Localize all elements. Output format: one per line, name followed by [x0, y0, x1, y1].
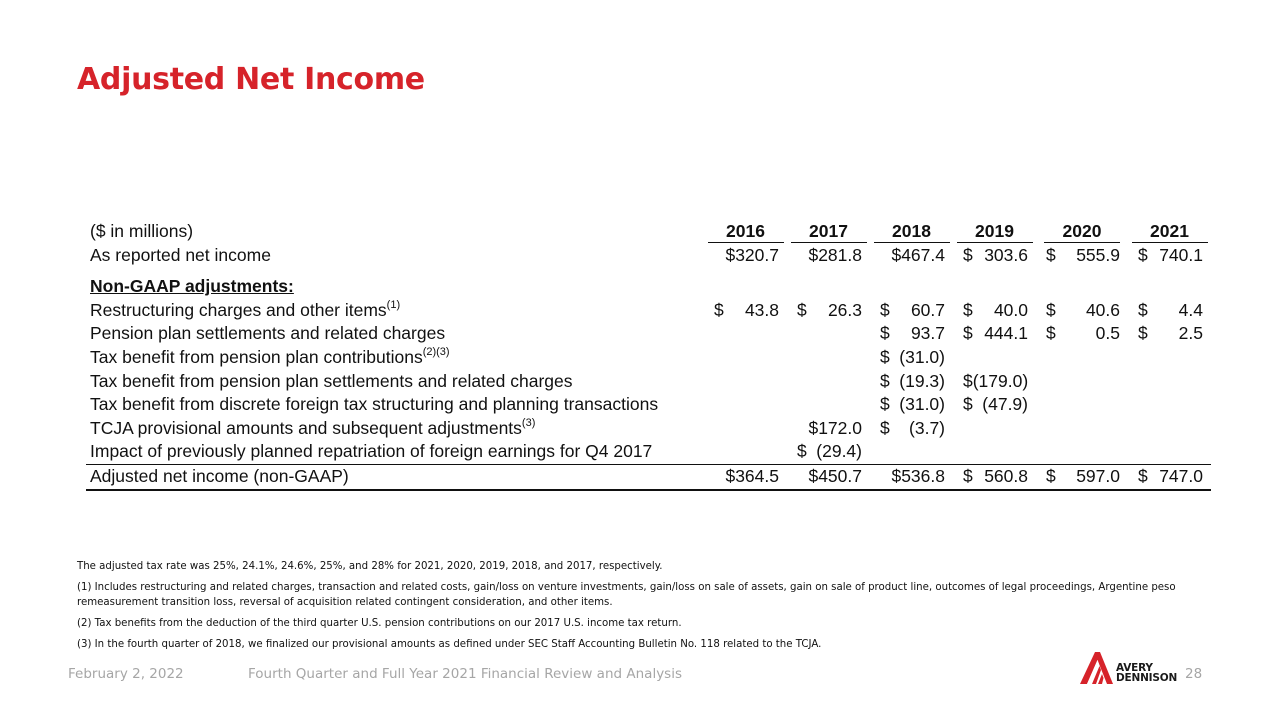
- dollar-sign: $: [797, 441, 807, 462]
- value-cell: [1036, 440, 1128, 464]
- amount: 40.0: [993, 299, 1028, 320]
- row-label: Tax benefit from discrete foreign tax structuring and planning transactions: [90, 394, 659, 415]
- footnote: (1) Includes restructuring and related charges, transaction and related costs, gain/loss on venture investments, gain/loss on sale of assets, gain on sale of product line, outcomes of legal proceedings, Argentine peso remeasurement transition loss, reversal of acquisition related contingent consideration, and other items.: [77, 582, 1176, 608]
- value-cell: [1128, 370, 1211, 394]
- amount: $364.5: [725, 465, 779, 486]
- value-cell: [787, 370, 870, 394]
- value-cell: [787, 299, 870, 323]
- amount: 26.3: [827, 299, 862, 320]
- value-cell: [1036, 299, 1128, 323]
- footnote-ref: (2)(3): [422, 346, 450, 359]
- amount: $172.0: [808, 417, 862, 438]
- value-cell: [787, 244, 870, 268]
- section-heading: Non-GAAP adjustments:: [90, 276, 294, 297]
- value-cell: [953, 370, 1036, 394]
- row-label: As reported net income: [90, 244, 271, 265]
- value-cell: [1036, 370, 1128, 394]
- value-cell: [704, 322, 787, 346]
- amount: 4.4: [1178, 299, 1203, 320]
- value-cell: [704, 346, 787, 370]
- value-cell: [1036, 244, 1128, 268]
- amount: $536.8: [891, 465, 945, 486]
- amount: (29.4): [816, 441, 862, 462]
- footnote: The adjusted tax rate was 25%, 24.1%, 24.6%, 25%, and 28% for 2021, 2020, 2019, 2018, and 2017, respectively.: [77, 561, 663, 572]
- value-cell: [1128, 417, 1211, 441]
- dollar-sign: $: [1138, 465, 1148, 486]
- amount: 40.6: [1085, 299, 1120, 320]
- value-cell: [953, 393, 1036, 417]
- dollar-sign: $: [963, 370, 973, 391]
- value-cell: [1128, 299, 1211, 323]
- value-cell: [1128, 393, 1211, 417]
- logo-line1: AVERY: [1116, 662, 1153, 674]
- amount: 60.7: [910, 299, 945, 320]
- year-header: 2018: [870, 220, 953, 244]
- value-cell: [1128, 244, 1211, 268]
- year-header: 2017: [787, 220, 870, 244]
- dollar-sign: $: [880, 394, 890, 415]
- value-cell: [870, 464, 953, 489]
- table-header-row: [86, 220, 1211, 244]
- dollar-sign: $: [1138, 323, 1148, 344]
- value-cell: [704, 299, 787, 323]
- table-row: [86, 417, 1211, 441]
- value-cell: [953, 440, 1036, 464]
- value-cell: [704, 440, 787, 464]
- value-cell: [704, 464, 787, 489]
- row-label: Restructuring charges and other items$^{(1)}$: [90, 298, 401, 320]
- footnotes: [77, 559, 1207, 658]
- footnote-ref: (1): [386, 298, 401, 311]
- amount: 444.1: [984, 323, 1028, 344]
- page-title: Adjusted Net Income: [77, 62, 425, 97]
- value-cell: [787, 440, 870, 464]
- page-number: 28: [1185, 666, 1203, 682]
- value-cell: [870, 322, 953, 346]
- value-cell: [1128, 322, 1211, 346]
- amount: (31.0): [899, 394, 945, 415]
- dollar-sign: $: [880, 417, 890, 438]
- amount: 303.6: [984, 244, 1028, 265]
- amount: 597.0: [1076, 465, 1120, 486]
- value-cell: [1128, 464, 1211, 489]
- amount: 43.8: [744, 299, 779, 320]
- avery-dennison-logo: [1078, 650, 1182, 686]
- value-cell: [704, 417, 787, 441]
- value-cell: [953, 299, 1036, 323]
- amount: (3.7): [909, 417, 945, 438]
- dollar-sign: $: [797, 299, 807, 320]
- row-label: Tax benefit from pension plan settlements and related charges: [90, 370, 573, 391]
- value-cell: [870, 299, 953, 323]
- amount: 2.5: [1178, 323, 1203, 344]
- amount: 555.9: [1076, 244, 1120, 265]
- amount: (19.3): [899, 370, 945, 391]
- table-row: [86, 346, 1211, 370]
- dollar-sign: $: [963, 299, 973, 320]
- year-header: 2019: [953, 220, 1036, 244]
- footnote-ref: (3): [521, 416, 536, 429]
- dollar-sign: $: [963, 323, 973, 344]
- logo-line2: DENNISON: [1116, 672, 1178, 684]
- table-row: [86, 440, 1211, 464]
- value-cell: [870, 417, 953, 441]
- footer-date: February 2, 2022: [68, 666, 184, 682]
- row-label: TCJA provisional amounts and subsequent adjustments$^{(3)}$: [90, 416, 536, 438]
- year-header: 2020: [1036, 220, 1128, 244]
- value-cell: [1128, 346, 1211, 370]
- value-cell: [1036, 346, 1128, 370]
- dollar-sign: $: [880, 299, 890, 320]
- value-cell: [787, 322, 870, 346]
- value-cell: [787, 417, 870, 441]
- value-cell: [787, 346, 870, 370]
- amount: 93.7: [910, 323, 945, 344]
- value-cell: [704, 393, 787, 417]
- dollar-sign: $: [963, 465, 973, 486]
- amount: (31.0): [899, 346, 945, 367]
- amount: 747.0: [1159, 465, 1203, 486]
- amount: $320.7: [725, 244, 779, 265]
- value-cell: [953, 322, 1036, 346]
- table-row: [86, 322, 1211, 346]
- table-row: [86, 393, 1211, 417]
- row-label: Pension plan settlements and related charges: [90, 323, 446, 344]
- amount: $281.8: [808, 244, 862, 265]
- dollar-sign: $: [880, 370, 890, 391]
- year-header: 2021: [1128, 220, 1211, 244]
- value-cell: [870, 393, 953, 417]
- dollar-sign: $: [1046, 299, 1056, 320]
- dollar-sign: $: [880, 323, 890, 344]
- year-header: 2016: [704, 220, 787, 244]
- value-cell: [870, 370, 953, 394]
- amount: $467.4: [891, 244, 945, 265]
- table-row-total: [86, 464, 1211, 489]
- amount: $450.7: [808, 465, 862, 486]
- value-cell: [870, 440, 953, 464]
- value-cell: [1036, 417, 1128, 441]
- value-cell: [870, 346, 953, 370]
- value-cell: [787, 393, 870, 417]
- dollar-sign: $: [1138, 299, 1148, 320]
- amount: 560.8: [984, 465, 1028, 486]
- footer-deck-title: Fourth Quarter and Full Year 2021 Financial Review and Analysis: [248, 666, 682, 682]
- amount: (47.9): [982, 394, 1028, 415]
- amount: 0.5: [1095, 323, 1120, 344]
- footnote: (3) In the fourth quarter of 2018, we finalized our provisional amounts as defined under SEC Staff Accounting Bulletin No. 118 related to the TCJA.: [77, 639, 822, 650]
- table-row: [86, 370, 1211, 394]
- value-cell: [953, 464, 1036, 489]
- amount: 740.1: [1159, 244, 1203, 265]
- row-label: Impact of previously planned repatriation of foreign earnings for Q4 2017: [90, 441, 653, 462]
- footnote: (2) Tax benefits from the deduction of the third quarter U.S. pension contributions on our 2017 U.S. income tax return.: [77, 618, 682, 629]
- dollar-sign: $: [1046, 244, 1056, 265]
- table-row: [86, 299, 1211, 323]
- value-cell: [953, 346, 1036, 370]
- adjusted-net-income-table: [86, 220, 1211, 491]
- table-row: [86, 275, 1211, 299]
- units-label: ($ in millions): [90, 221, 194, 241]
- dollar-sign: $: [714, 299, 724, 320]
- dollar-sign: $: [1046, 323, 1056, 344]
- dollar-sign: $: [1138, 244, 1148, 265]
- dollar-sign: $: [963, 244, 973, 265]
- value-cell: [953, 417, 1036, 441]
- value-cell: [953, 244, 1036, 268]
- value-cell: [870, 244, 953, 268]
- value-cell: [1128, 440, 1211, 464]
- value-cell: [704, 370, 787, 394]
- dollar-sign: $: [880, 346, 890, 367]
- value-cell: [1036, 393, 1128, 417]
- avery-dennison-logo-mark-icon: [1078, 650, 1114, 686]
- value-cell: [787, 464, 870, 489]
- value-cell: [1036, 464, 1128, 489]
- row-label: Tax benefit from pension plan contributions$^{(2)(3)}$: [90, 346, 450, 367]
- row-label: Adjusted net income (non-GAAP): [86, 464, 704, 489]
- dollar-sign: $: [963, 394, 973, 415]
- logo-wordmark: [1116, 663, 1177, 683]
- dollar-sign: $: [1046, 465, 1056, 486]
- value-cell: [704, 244, 787, 268]
- amount: (179.0): [972, 370, 1029, 391]
- table-row: [86, 244, 1211, 268]
- value-cell: [1036, 322, 1128, 346]
